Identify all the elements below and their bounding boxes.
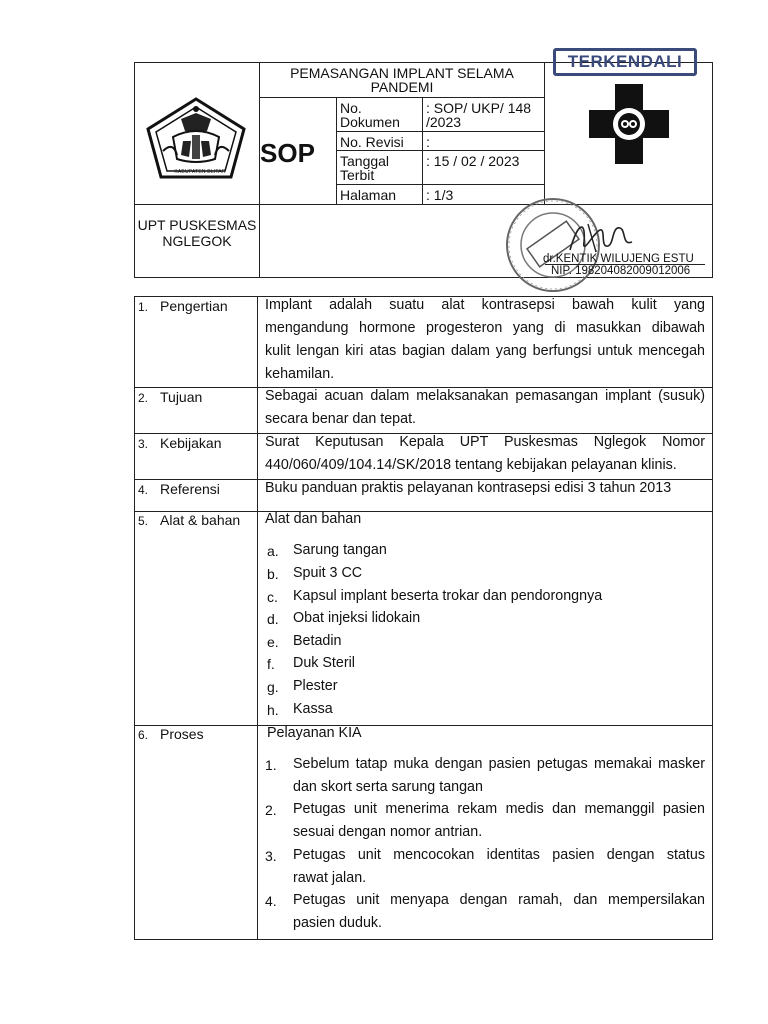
list-item: Plester <box>293 678 338 694</box>
step-3-number: 3. <box>265 848 277 864</box>
list-item: Kassa <box>293 701 333 717</box>
doc-number-label: No. Dokumen <box>340 100 400 130</box>
step-3-line-2: rawat jalan. <box>293 870 367 886</box>
list-item-marker: d. <box>267 611 279 627</box>
step-1-line-1: Sebelum tatap muka dengan pasien petugas memakai masker <box>293 756 705 772</box>
organization-name: UPT PUSKESMAS NGLEGOK <box>137 217 257 249</box>
list-item: Duk Steril <box>293 655 355 671</box>
page-value: : 1/3 <box>426 187 454 203</box>
section-5-intro: Alat dan bahan <box>265 511 362 527</box>
section-3-label: Kebijakan <box>160 435 222 451</box>
section-3-number: 3. <box>138 437 149 451</box>
document-title: PEMASANGAN IMPLANT SELAMA PANDEMI <box>290 65 514 95</box>
revision-label: No. Revisi <box>340 134 404 150</box>
signatory-name: dr.KENTIK WILUJENG ESTU <box>543 253 694 265</box>
page-label: Halaman <box>340 187 397 203</box>
section-5-number: 5. <box>138 514 149 528</box>
step-4-number: 4. <box>265 893 277 909</box>
section-1-line-2: mengandung hormone progesteron yang di masukkan dibawah <box>265 320 705 336</box>
puskesmas-logo <box>585 80 673 168</box>
list-item-marker: h. <box>267 702 279 718</box>
list-item-marker: b. <box>267 566 279 582</box>
section-3-line-2: 440/060/409/104.14/SK/2018 tentang kebijakan pelayanan klinis. <box>265 457 677 473</box>
list-item: Spuit 3 CC <box>293 565 363 581</box>
list-item: Betadin <box>293 633 342 649</box>
step-2-number: 2. <box>265 802 277 818</box>
date-value: : 15 / 02 / 2023 <box>426 153 520 169</box>
section-1-number: 1. <box>138 300 149 314</box>
list-item-marker: e. <box>267 634 279 650</box>
step-3-line-1: Petugas unit mencocokan identitas pasien dengan status <box>293 847 705 863</box>
section-6-intro: Pelayanan KIA <box>267 725 362 741</box>
section-2-line-1: Sebagai acuan dalam melaksanakan pemasangan implant (susuk) <box>265 388 705 404</box>
list-item: Kapsul implant beserta trokar dan pendorongnya <box>293 588 603 604</box>
list-item: Sarung tangan <box>293 542 387 558</box>
section-2-number: 2. <box>138 391 149 405</box>
section-2-line-2: secara benar dan tepat. <box>265 411 417 427</box>
section-4-number: 4. <box>138 483 149 497</box>
list-item-marker: a. <box>267 543 279 559</box>
step-2-line-2: sesuai dengan nomor antrian. <box>293 824 483 840</box>
section-4-label: Referensi <box>160 481 220 497</box>
sop-label: SOP <box>260 138 315 168</box>
date-label: Tanggal Terbit <box>340 153 390 183</box>
step-1-number: 1. <box>265 757 277 773</box>
controlled-stamp: TERKENDALI <box>553 48 697 76</box>
section-5-label: Alat & bahan <box>160 512 241 528</box>
list-item: Obat injeksi lidokain <box>293 610 421 626</box>
step-4-line-2: pasien duduk. <box>293 915 383 931</box>
step-1-line-2: dan skort serta sarung tangan <box>293 779 483 795</box>
section-2-label: Tujuan <box>160 389 203 405</box>
section-1-line-4: kehamilan. <box>265 366 335 382</box>
list-item-marker: c. <box>267 589 278 605</box>
section-1-label: Pengertian <box>160 298 228 314</box>
step-2-line-1: Petugas unit menerima rekam medis dan memanggil pasien <box>293 801 705 817</box>
list-item-marker: g. <box>267 679 279 695</box>
step-4-line-1: Petugas unit menyapa dengan ramah, dan mempersilakan <box>293 892 705 908</box>
section-1-line-3: kulit lengan kiri atas bagian dalam yang berfungsi untuk mencegah <box>265 343 705 359</box>
section-6-number: 6. <box>138 728 149 742</box>
logo-caption: KABUPATEN BLITAR <box>174 169 226 175</box>
revision-value: : <box>426 134 430 150</box>
doc-number-value: : SOP/ UKP/ 148 /2023 <box>426 100 532 130</box>
section-3-line-1: Surat Keputusan Kepala UPT Puskesmas Nglegok Nomor <box>265 434 705 450</box>
list-item-marker: f. <box>267 656 275 672</box>
section-1-line-1: Implant adalah suatu alat kontrasepsi bawah kulit yang <box>265 297 705 313</box>
section-4-line-1: Buku panduan praktis pelayanan kontrasepsi edisi 3 tahun 2013 <box>265 480 672 496</box>
signatory-nip: NIP. 198204082009012006 <box>551 265 691 277</box>
section-6-label: Proses <box>160 726 204 742</box>
